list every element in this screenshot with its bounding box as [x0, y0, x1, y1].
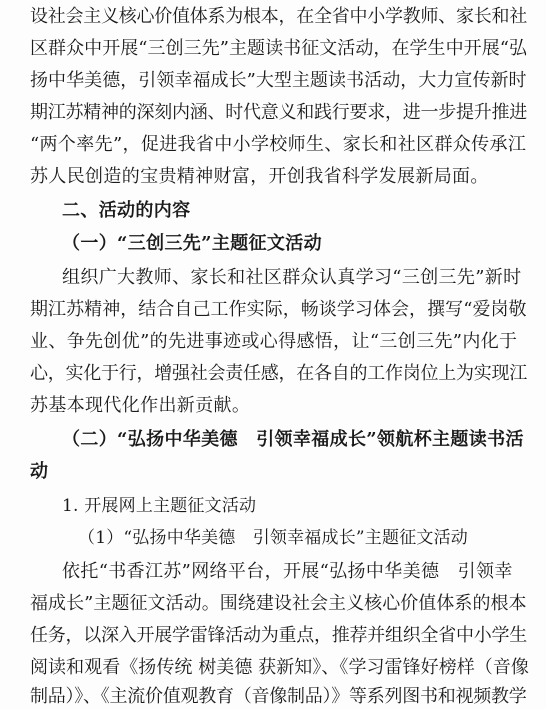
paragraph-line: “两个率先”，促进我省中小学校师生、家长和社区群众传承江: [30, 134, 527, 155]
paragraph-line: 苏人民创造的宝贵精神财富，开创我省科学发展新局面。: [30, 166, 489, 187]
paragraph-line: 组织广大教师、家长和社区群众认真学习“三创三先”新时: [62, 267, 522, 288]
paragraph-line: 设社会主义核心价值体系为根本，在全省中小学教师、家长和社: [30, 6, 527, 27]
paragraph-line: 区群众中开展“三创三先”主题读书征文活动，在学生中开展“弘: [30, 38, 528, 59]
paragraph-line: 期江苏精神的深刻内涵、时代意义和践行要求，进一步提升推进: [30, 102, 527, 123]
item-subheading: （1）“弘扬中华美德 引领幸福成长”主题征文活动: [78, 528, 468, 548]
paragraph-line: 心，实化于行，增强社会责任感，在各自的工作岗位上为实现江: [30, 363, 527, 384]
section-heading: 二、活动的内容: [62, 200, 191, 221]
paragraph-line: 扬中华美德，引领幸福成长”大型主题读书活动，大力宣传新时: [30, 70, 527, 91]
paragraph-line: 制品）》、《主流价值观教育（音像制品）》等系列图书和视频教学: [30, 686, 527, 707]
paragraph-line: 苏基本现代化作出新贡献。: [30, 395, 251, 416]
paragraph-line: 任务，以深入开展学雷锋活动为重点，推荐并组织全省中小学生: [30, 625, 527, 646]
subsection-heading: （二）“弘扬中华美德 引领幸福成长”领航杯主题读书活: [62, 429, 524, 450]
item-heading: 1. 开展网上主题征文活动: [62, 496, 257, 516]
paragraph-line: 业、争先创优”的先进事迹或心得感悟，让“三创三先”内化于: [30, 331, 518, 352]
subsection-heading: （一）“三创三先”主题征文活动: [62, 233, 322, 254]
paragraph-line: 阅读和观看《扬传统 树美德 获新知》、《学习雷锋好榜样（音像: [30, 657, 529, 678]
paragraph-line: 依托“书香江苏”网络平台，开展“弘扬中华美德 引领幸: [62, 561, 513, 582]
subsection-heading-continuation: 动: [30, 461, 49, 482]
paragraph-line: 期江苏精神，结合自己工作实际，畅谈学习体会，撰写“爱岗敬: [30, 299, 527, 320]
paragraph-line: 福成长”主题征文活动。围绕建设社会主义核心价值体系的根本: [30, 593, 527, 614]
